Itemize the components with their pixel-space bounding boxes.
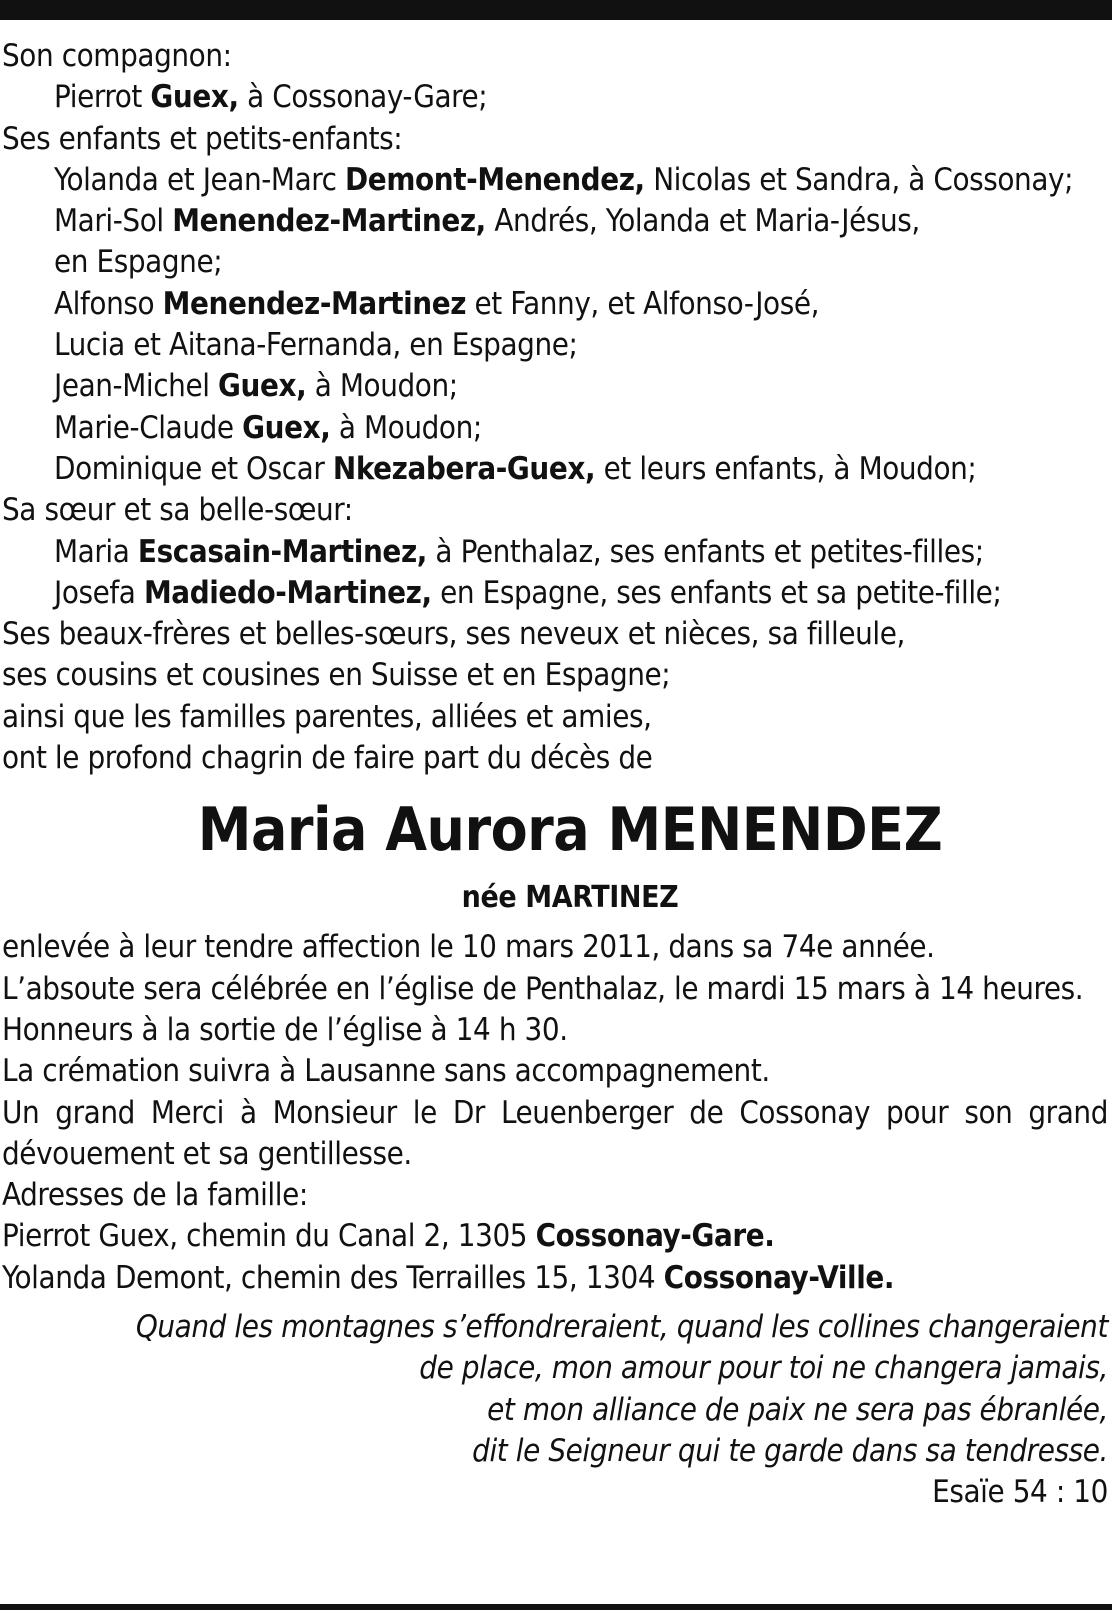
text: Dominique et Oscar	[54, 450, 333, 487]
address-line	[2, 1258, 1108, 1299]
announcement-line: ont le profond chagrin de faire part du décès de	[2, 740, 653, 777]
children-heading: Ses enfants et petits-enfants:	[2, 120, 403, 157]
address-line	[2, 1216, 1108, 1257]
child-line	[2, 201, 1108, 242]
honors-info: Honneurs à la sortie de l’église à 14 h 30.	[2, 1011, 568, 1048]
text: Pierrot Guex, chemin du Canal 2, 1305	[2, 1218, 536, 1255]
sister-line	[2, 573, 1108, 614]
text: Mari-Sol	[54, 203, 173, 240]
verse-line: dit le Seigneur qui te garde dans sa tendresse.	[472, 1432, 1108, 1469]
child-line	[2, 366, 1108, 407]
text: en Espagne, ses enfants et sa petite-fille;	[431, 574, 1002, 611]
locality: Cossonay-Gare.	[535, 1218, 775, 1255]
verse-line: de place, mon amour pour toi ne changera jamais,	[419, 1350, 1108, 1387]
text: Nicolas et Sandra, à Cossonay;	[644, 161, 1074, 198]
text: Marie-Claude	[54, 409, 243, 446]
child-line	[2, 408, 1108, 449]
ceremony-info: L’absoute sera célébrée en l’église de Penthalaz, le mardi 15 mars à 14 heures.	[2, 970, 1084, 1007]
text: Andrés, Yolanda et Maria-Jésus,	[485, 203, 920, 240]
top-rule	[0, 0, 1112, 20]
relatives-line: ainsi que les familles parentes, alliées et amies,	[2, 698, 652, 735]
text: Pierrot	[54, 79, 151, 116]
text: à Moudon;	[330, 409, 482, 446]
death-notice	[2, 36, 1108, 1514]
locality: Cossonay-Ville.	[663, 1259, 895, 1296]
surname: Demont-Menendez,	[345, 161, 645, 198]
text: à Penthalaz, ses enfants et petites-filles;	[426, 533, 984, 570]
surname: Guex,	[218, 368, 307, 405]
text: et Fanny, et Alfonso-José,	[466, 285, 820, 322]
passing-date: enlevée à leur tendre affection le 10 mars 2011, dans sa 74e année.	[2, 929, 935, 966]
surname: Escasain-Martinez,	[137, 533, 427, 570]
verse-line: et mon alliance de paix ne sera pas ébranlée,	[487, 1391, 1108, 1428]
sisters-heading: Sa sœur et sa belle-sœur:	[2, 492, 353, 529]
child-line	[2, 242, 1108, 283]
text: Maria	[54, 533, 138, 570]
text: et leurs enfants, à Moudon;	[595, 450, 977, 487]
text: en Espagne;	[54, 244, 223, 281]
surname: Madiedo-Martinez,	[143, 574, 432, 611]
child-line	[2, 160, 1108, 201]
text: Yolanda et Jean-Marc	[54, 161, 346, 198]
surname: Guex,	[150, 79, 239, 116]
relatives-line: ses cousins et cousines en Suisse et en Espagne;	[2, 657, 671, 694]
child-line	[2, 325, 1108, 366]
surname: Guex,	[242, 409, 331, 446]
text: Yolanda Demont, chemin des Terrailles 15, 1304	[2, 1259, 664, 1296]
surname: Nkezabera-Guex,	[332, 450, 596, 487]
sister-line	[2, 532, 1108, 573]
child-line	[2, 284, 1108, 325]
text: Josefa	[54, 574, 144, 611]
partner-heading: Son compagnon:	[2, 38, 232, 74]
deceased-name: Maria Aurora MENENDEZ	[197, 795, 943, 866]
thanks-text: Un grand Merci à Monsieur le Dr Leuenberger de Cossonay pour son grand dévouement et sa gentillesse.	[2, 1094, 1108, 1172]
partner-line	[2, 77, 1108, 118]
surname: Menendez-Martinez	[162, 285, 467, 322]
bottom-rule	[0, 1604, 1112, 1610]
text: à Cossonay-Gare;	[238, 79, 488, 116]
child-line	[2, 449, 1108, 490]
maiden-name: née MARTINEZ	[461, 880, 679, 916]
relatives-line: Ses beaux-frères et belles-sœurs, ses neveux et nièces, sa filleule,	[2, 616, 905, 653]
text: Jean-Michel	[54, 368, 219, 405]
text: Alfonso	[54, 285, 163, 322]
verse-line: Quand les montagnes s’effondreraient, quand les collines changeraient	[135, 1309, 1108, 1346]
bible-verse	[2, 1307, 1108, 1472]
verse-reference: Esaïe 54 : 10	[932, 1474, 1108, 1511]
text: à Moudon;	[306, 368, 458, 405]
cremation-info: La crémation suivra à Lausanne sans accompagnement.	[2, 1053, 770, 1090]
addresses-heading: Adresses de la famille:	[2, 1177, 308, 1214]
surname: Menendez-Martinez,	[172, 203, 486, 240]
text: Lucia et Aitana-Fernanda, en Espagne;	[54, 327, 578, 364]
